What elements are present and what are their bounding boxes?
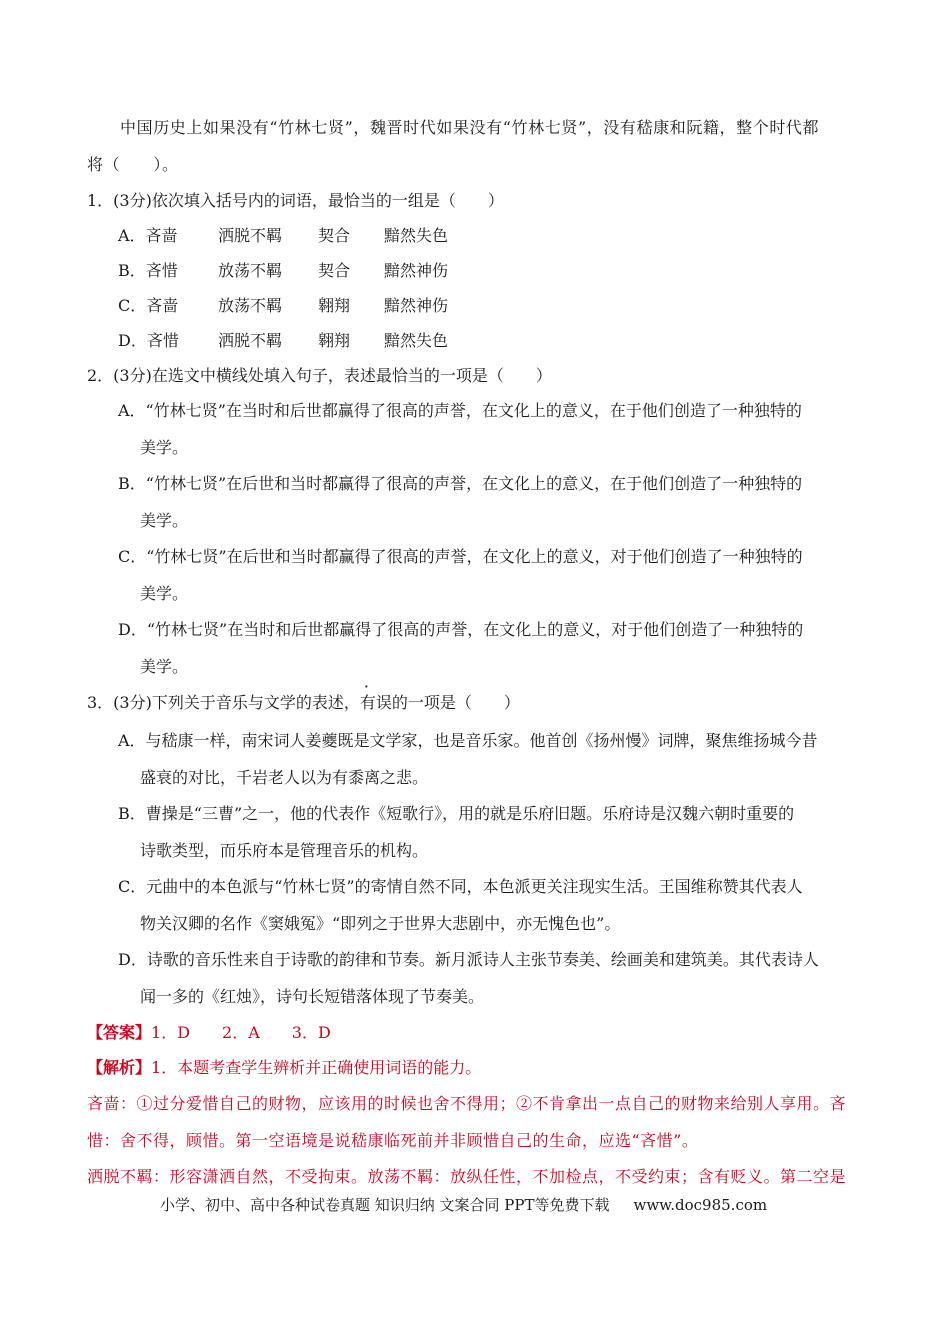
q1-option-a xyxy=(118,226,448,246)
page-footer xyxy=(160,1194,767,1215)
q1-option-b-word2: 放荡不羁 xyxy=(218,261,283,280)
analysis-tag: 【解析】 xyxy=(87,1058,152,1077)
q2-option-a-line2: 美学。 xyxy=(140,438,189,457)
q1-option-a-word1: A．吝啬 xyxy=(118,226,178,245)
q1-option-d-word1: D．吝惜 xyxy=(118,331,179,350)
q1-option-c-word1: C．吝啬 xyxy=(118,296,179,315)
q3-option-a-line1: A．与嵇康一样，南宋词人姜夔既是文学家，也是音乐家。他首创《扬州慢》词牌，聚焦维扬城今昔 xyxy=(118,731,818,750)
q3-option-c-line1: C．元曲中的本色派与“竹林七贤”的寄情自然不同，本色派更关注现实生活。王国维称赞其代表人 xyxy=(118,877,803,896)
q1-option-c xyxy=(118,296,448,316)
question-3-stem xyxy=(87,693,520,713)
q1-option-c-word4: 黯然神伤 xyxy=(384,296,449,315)
q1-option-b-word4: 黯然神伤 xyxy=(384,261,449,280)
q3-option-d-line2: 闻一多的《红烛》，诗句长短错落体现了节奏美。 xyxy=(140,987,485,1006)
q1-option-a-word3: 契合 xyxy=(318,226,351,245)
q1-option-b-word3: 契合 xyxy=(318,261,351,280)
q1-option-d-word2: 洒脱不羁 xyxy=(218,331,283,350)
q3-option-b-line2: 诗歌类型，而乐府本是管理音乐的机构。 xyxy=(140,841,429,860)
analysis-paragraph-2-line-1: 洒脱不羁：形容潇洒自然，不受拘束。放荡不羁：放纵任性，不加检点，不受约束；含有贬义。第二空是 xyxy=(87,1167,847,1186)
q2-option-c-line2: 美学。 xyxy=(140,584,189,603)
analysis-paragraph-1-line-1: 吝啬：①过分爱惜自己的财物，应该用的时候也舍不得用；②不肯拿出一点自己的财物来给别人享用。吝 xyxy=(87,1094,847,1113)
analysis-line xyxy=(87,1058,481,1078)
q3-option-a-line2: 盛衰的对比，千岩老人以为有黍离之悲。 xyxy=(140,768,429,787)
q2-option-b-line1: B．“竹林七贤”在后世和当时都赢得了很高的声誉，在文化上的意义，在于他们创造了一种独特的 xyxy=(118,474,803,493)
q1-option-d xyxy=(118,331,448,351)
q1-option-c-word2: 放荡不羁 xyxy=(218,296,283,315)
q1-option-c-word3: 翱翔 xyxy=(318,296,351,315)
footer-text: 小学、初中、高中各种试卷真题 知识归纳 文案合同 PPT等免费下载 xyxy=(160,1196,610,1214)
q3-option-c-line2: 物关汉卿的名作《窦娥冤》“即列之于世界大悲剧中，亦无愧色也”。 xyxy=(140,914,621,933)
q3-stem-post: 的一项是（ ） xyxy=(391,693,520,712)
question-1-stem: 1．(3分)依次填入括号内的词语，最恰当的一组是（ ） xyxy=(87,191,504,210)
q2-option-d-line2: 美学。 xyxy=(140,657,189,676)
q3-option-b-line1: B．曹操是“三曹”之一，他的代表作《短歌行》，用的就是乐府旧题。乐府诗是汉魏六朝时重要的 xyxy=(118,804,795,823)
answer-tag: 【答案】 xyxy=(87,1023,152,1042)
q2-option-a-line1: A．“竹林七贤”在当时和后世都赢得了很高的声誉，在文化上的意义，在于他们创造了一种独特的 xyxy=(118,401,802,420)
footer-url[interactable]: www.doc985.com xyxy=(633,1196,768,1214)
analysis-paragraph-1-line-2: 惜：舍不得，顾惜。第一空语境是说嵇康临死前并非顾惜自己的生命，应选“吝惜”。 xyxy=(87,1131,699,1150)
q1-option-b-word1: B．吝惜 xyxy=(118,261,178,280)
q3-option-d-line1: D．诗歌的音乐性来自于诗歌的韵律和节奏。新月派诗人主张节奏美、绘画美和建筑美。其代表诗人 xyxy=(118,950,819,969)
q2-option-c-line1: C．“竹林七贤”在后世和当时都赢得了很高的声誉，在文化上的意义，对于他们创造了一种独特的 xyxy=(118,547,803,566)
q1-option-d-word4: 黯然失色 xyxy=(384,331,449,350)
answer-text: 1．D 2．A 3．D xyxy=(151,1023,331,1042)
answer-line xyxy=(87,1023,331,1043)
q1-option-a-word2: 洒脱不羁 xyxy=(218,226,283,245)
q2-option-b-line2: 美学。 xyxy=(140,511,189,530)
question-2-stem: 2．(3分)在选文中横线处填入句子，表述最恰当的一项是（ ） xyxy=(87,366,552,385)
q1-option-b xyxy=(118,261,448,281)
q1-option-d-word3: 翱翔 xyxy=(318,331,351,350)
intro-line-2: 将（ ）。 xyxy=(87,155,179,174)
q1-option-a-word4: 黯然失色 xyxy=(384,226,449,245)
q3-stem-emphasis: 有误 xyxy=(359,693,392,712)
q3-stem-pre: 3．(3分)下列关于音乐与文学的表述， xyxy=(87,693,360,712)
intro-line-1: 中国历史上如果没有“竹林七贤”，魏晋时代如果没有“竹林七贤”，没有嵇康和阮籍，整个时代都 xyxy=(120,118,820,137)
analysis-text: 1．本题考查学生辨析并正确使用词语的能力。 xyxy=(151,1058,482,1077)
q2-option-d-line1: D．“竹林七贤”在当时和后世都赢得了很高的声誉，在文化上的意义，对于他们创造了一种独特的 xyxy=(118,620,804,639)
